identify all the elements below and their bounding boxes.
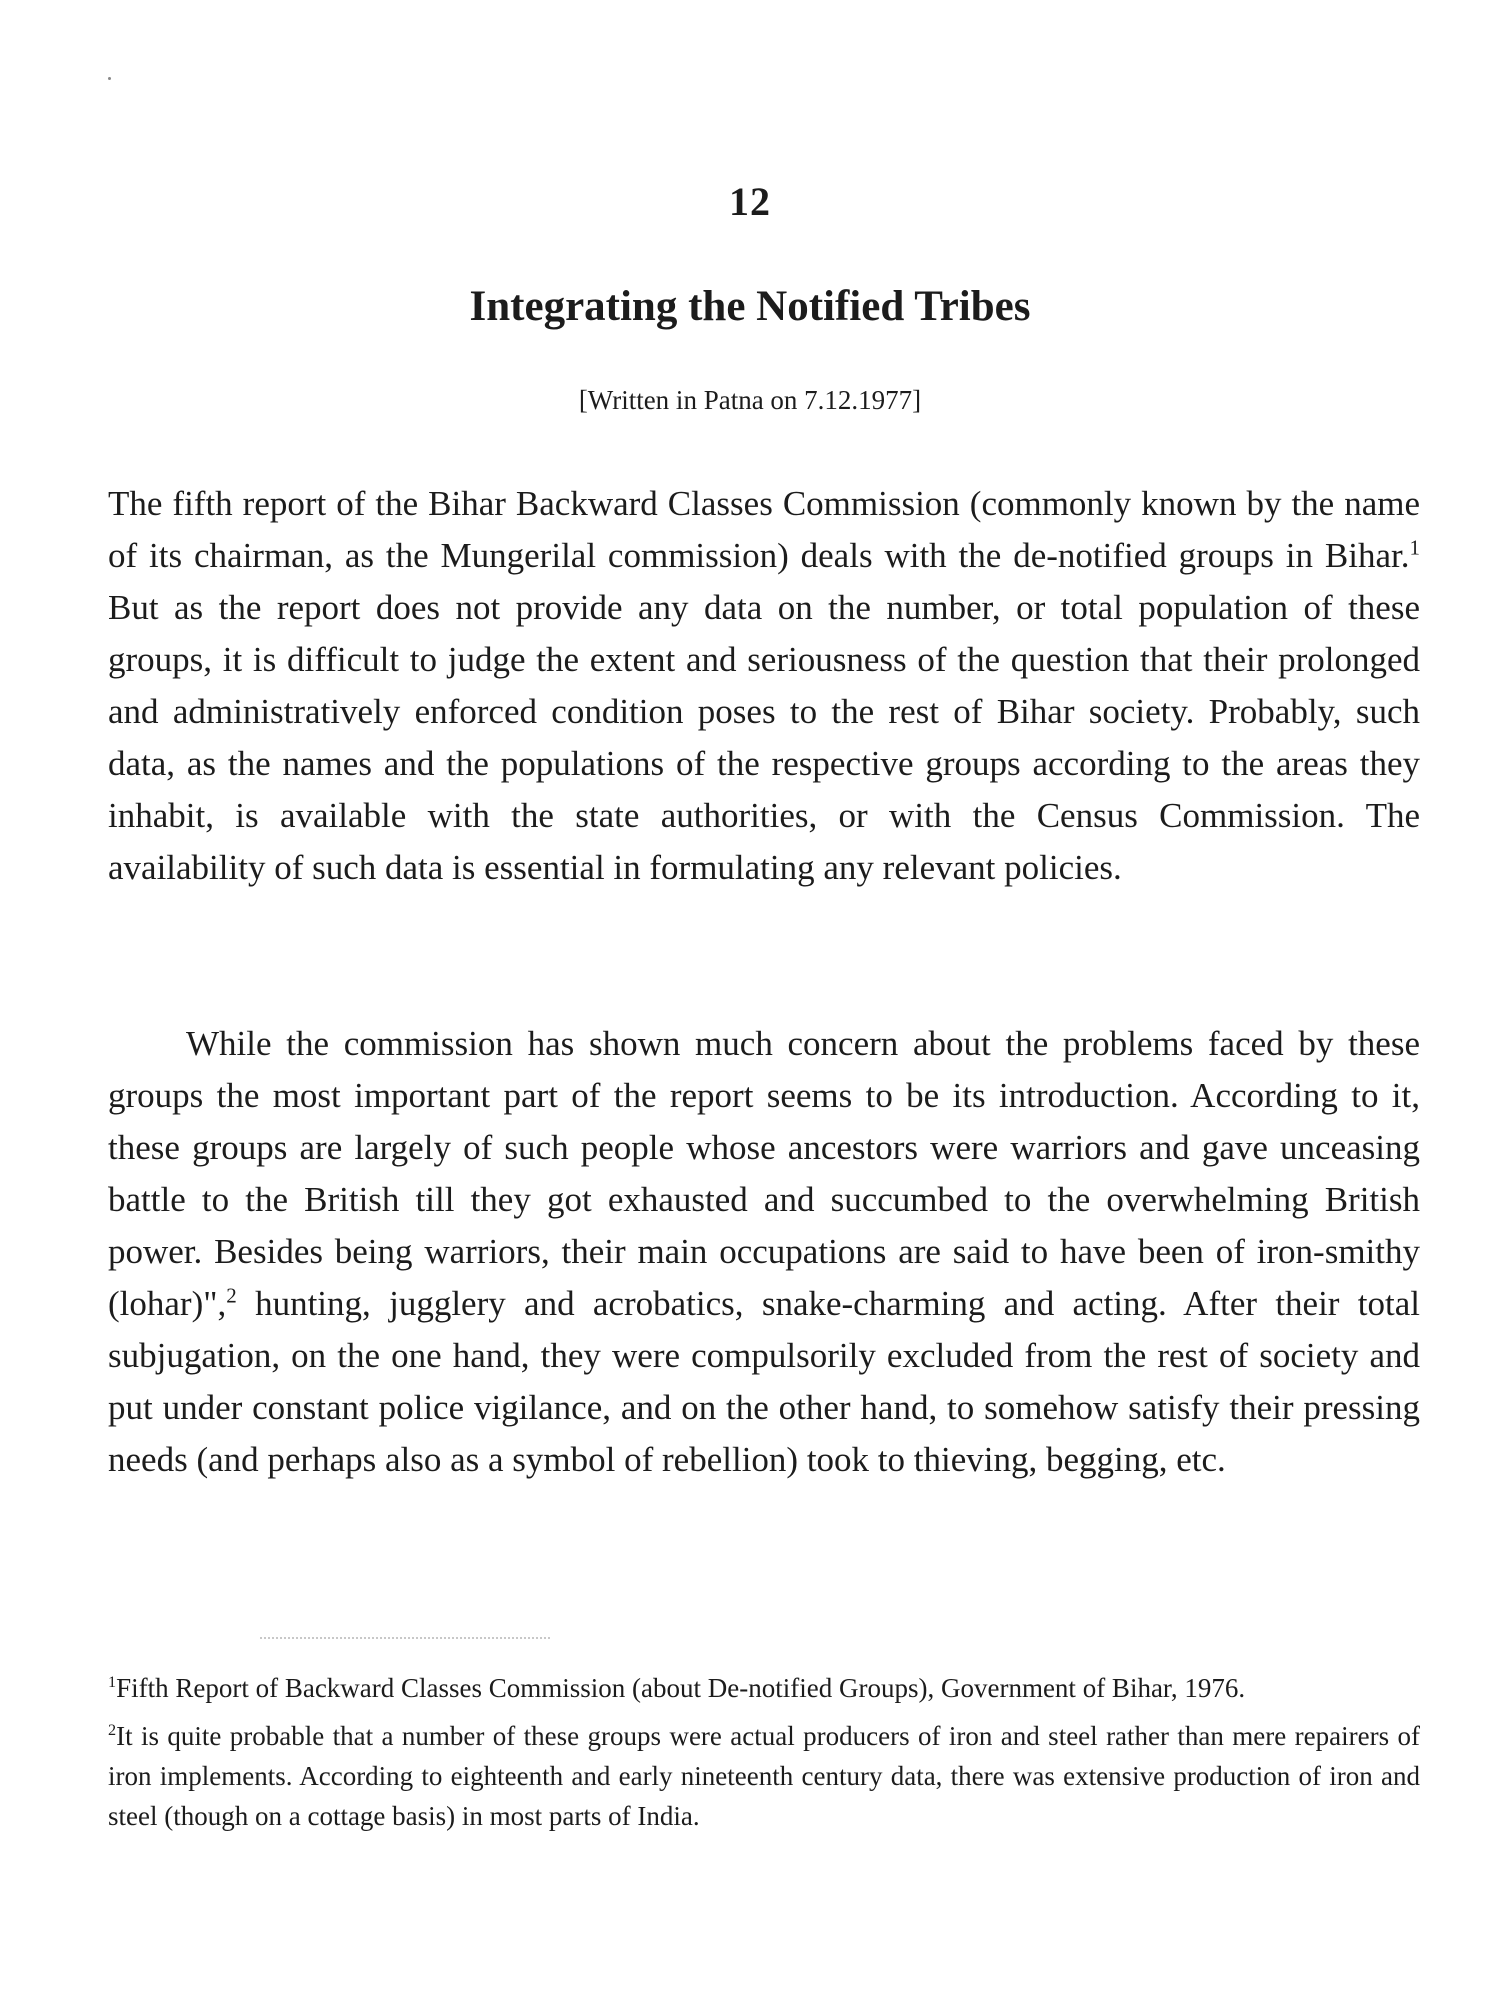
paragraph-text: hunting, jugglery and acrobatics, snake-charming and acting. After their total subjugation, on the one hand, they were compulsorily excluded from the rest of society and put under constant police vigilance, and on the other hand, to somehow satisfy their pressing needs (and perhaps also as a symbol of rebellion) took to thieving, begging, etc.: [108, 1284, 1420, 1479]
footnotes: [108, 1668, 1420, 1844]
body-paragraph: [108, 478, 1420, 894]
footnote-marker: 2: [108, 1721, 117, 1739]
footnote-text: It is quite probable that a number of these groups were actual producers of iron and steel rather than mere repairers of iron implements. According to eighteenth and early nineteenth century data, there was extensive production of iron and steel (though on a cottage basis) in most parts of India.: [108, 1721, 1420, 1831]
written-note: [Written in Patna on 7.12.1977]: [578, 385, 922, 415]
footnote-ref: 2: [226, 1283, 237, 1308]
chapter-number: 12: [729, 179, 771, 224]
footnote-text: Fifth Report of Backward Classes Commission (about De-notified Groups), Government of Bihar, 1976.: [116, 1673, 1246, 1703]
scan-speck: [108, 77, 111, 80]
paragraph-text: But as the report does not provide any data on the number, or total population of these groups, it is difficult to judge the extent and seriousness of the question that their prolonged and administratively enforced condition poses to the rest of Bihar society. Probably, such data, as the names and the populations of the respective groups according to the areas they inhabit, is available with the state authorities, or with the Census Commission. The availability of such data is essential in formulating any relevant policies.: [108, 588, 1420, 887]
body-paragraph: [108, 1018, 1420, 1486]
footnote: [108, 1716, 1420, 1836]
footnote-marker: 1: [108, 1673, 117, 1691]
footnote-ref: 1: [1409, 535, 1420, 560]
paragraph-text: While the commission has shown much concern about the problems faced by these groups the most important part of the report seems to be its introduction. According to it, these groups are largely of such people whose ancestors were warriors and gave unceasing battle to the British till they got exhausted and succumbed to the overwhelming British power. Besides being warriors, their main occupations are said to have been of iron-smithy (lohar)",: [108, 1024, 1420, 1323]
footnote: [108, 1668, 1420, 1708]
chapter-title: Integrating the Notified Tribes: [469, 283, 1031, 330]
paragraph-text: The fifth report of the Bihar Backward Classes Commission (commonly known by the name of its chairman, as the Mungerilal commission) deals with the de-notified groups in Bihar.: [108, 484, 1420, 575]
footnote-separator: [260, 1637, 550, 1639]
